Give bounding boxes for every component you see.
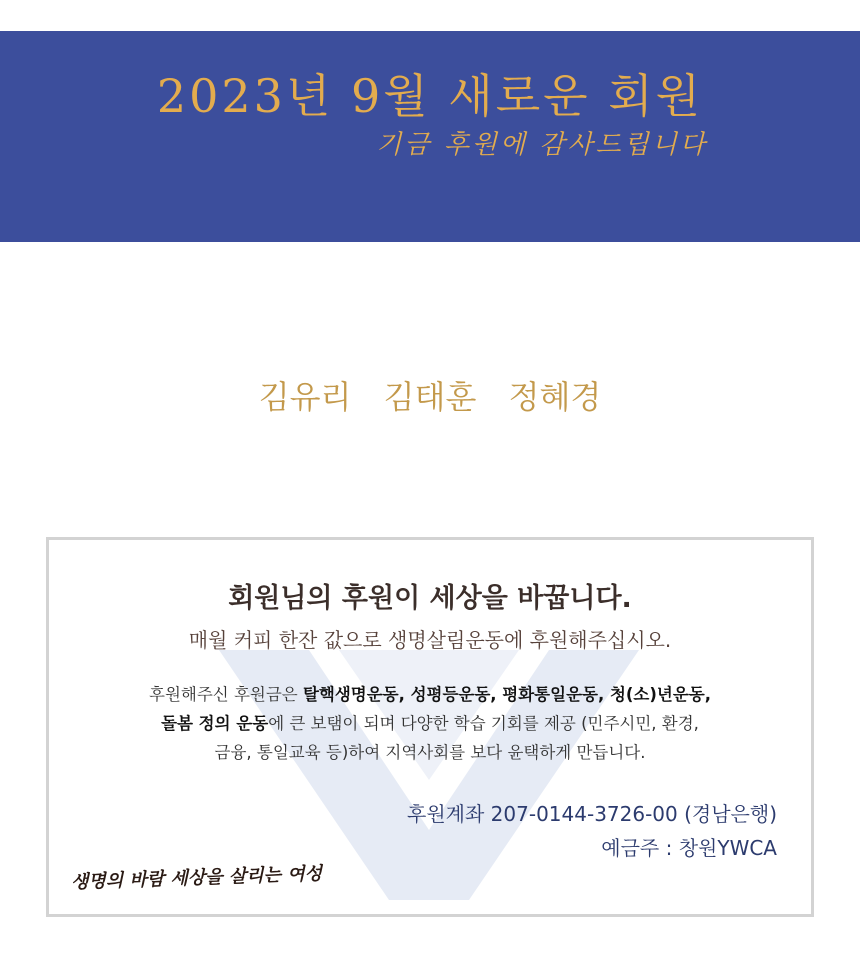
card-subheadline: 매월 커피 한잔 값으로 생명살림운동에 후원해주십시오. <box>188 628 672 652</box>
bank-account: 후원계좌 207-0144-3726-00 (경남은행) <box>407 802 777 826</box>
slogan-calligraphy: 생명의 바람 세상을 살리는 여성 <box>70 863 323 893</box>
body-intro: 후원해주신 후원금은 <box>149 685 303 704</box>
body-bold-campaigns: 탈핵생명운동, 성평등운동, 평화통일운동, 청(소)년운동, <box>302 685 711 704</box>
banner-title: 2023년 9월 새로운 회원 <box>156 69 704 123</box>
body-rest-2: 금융, 통일교육 등)하여 지역사회를 보다 윤택하게 만듭니다. <box>214 743 646 762</box>
card-headline: 회원님의 후원이 세상을 바꿉니다. <box>228 583 632 614</box>
account-holder: 예금주 : 창원YWCA <box>601 836 777 860</box>
banner-subtitle: 기금 후원에 감사드립니다 <box>376 130 708 160</box>
new-member-names: 김유리 김태훈 정혜경 <box>258 378 602 416</box>
body-bold-care: 돌봄 정의 운동 <box>161 714 269 733</box>
card-body-text <box>69 680 791 767</box>
body-rest-1: 에 큰 보탬이 되며 다양한 학습 기회를 제공 (민주시민, 환경, <box>268 714 699 733</box>
donation-card <box>46 537 814 917</box>
